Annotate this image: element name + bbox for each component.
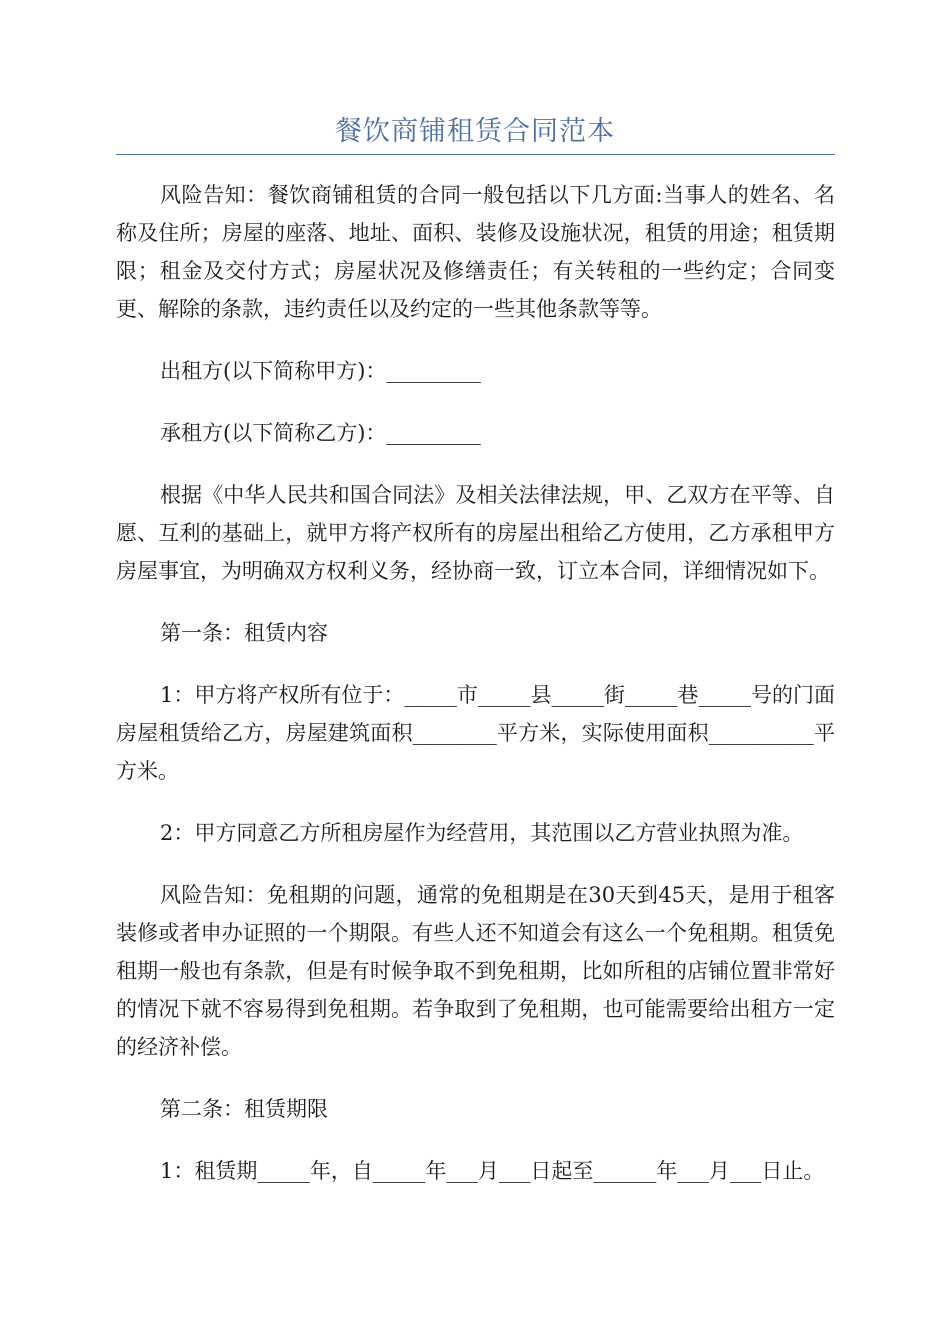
article-1-clause-1: 1：甲方将产权所有位于：_____市_____县_____街_____巷_____号的门面房屋租赁给乙方，房屋建筑面积________平方米，实际使用面积__________平方米。 (116, 683, 835, 783)
lessee-line: 承租方(以下简称乙方)：_________ (160, 421, 481, 445)
lessor-line: 出租方(以下简称甲方)：_________ (160, 359, 481, 383)
legal-basis-paragraph: 根据《中华人民共和国合同法》及相关法律法规，甲、乙双方在平等、自愿、互利的基础上，就甲方将产权所有的房屋出租给乙方使用，乙方承租甲方房屋事宜，为明确双方权利义务，经协商一致，订立本合同，详细情况如下。 (116, 483, 835, 583)
article-2-heading: 第二条：租赁期限 (160, 1097, 328, 1121)
document-title: 餐饮商铺租赁合同范本 (335, 116, 615, 147)
risk-notice-paragraph-1: 风险告知：餐饮商铺租赁的合同一般包括以下几方面:当事人的姓名、名称及住所；房屋的座落、地址、面积、装修及设施状况，租赁的用途；租赁期限；租金及交付方式；房屋状况及修缮责任；有关转租的一些约定；合同变更、解除的条款，违约责任以及约定的一些其他条款等等。 (116, 183, 835, 321)
title-underline (116, 154, 835, 155)
article-1-heading: 第一条：租赁内容 (160, 621, 328, 645)
article-1-clause-2: 2：甲方同意乙方所租房屋作为经营用，其范围以乙方营业执照为准。 (160, 821, 804, 845)
article-2-clause-1: 1：租赁期_____年，自_____年___月___日起至______年___月___日止。 (160, 1159, 825, 1183)
risk-notice-paragraph-2: 风险告知：免租期的问题，通常的免租期是在30天到45天，是用于租客装修或者申办证照的一个期限。有些人还不知道会有这么一个免租期。租赁免租期一般也有条款，但是有时候争取不到免租期，比如所租的店铺位置非常好的情况下就不容易得到免租期。若争取到了免租期，也可能需要给出租方一定的经济补偿。 (116, 883, 835, 1059)
document-body (116, 176, 835, 1190)
